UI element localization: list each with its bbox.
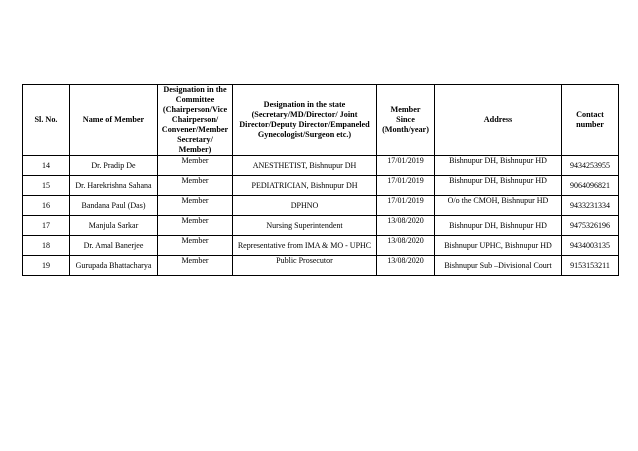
cell-sl-no: 15 <box>23 176 70 196</box>
cell-sl-no: 18 <box>23 236 70 256</box>
header-contact <box>562 85 619 156</box>
header-line: Committee <box>175 95 215 104</box>
cell-address: Bishnupur Sub –Divisional Court <box>435 256 562 276</box>
header-line: Chairperson/ <box>171 115 219 124</box>
cell-committee-designation: Member <box>158 256 233 276</box>
cell-committee-designation: Member <box>158 196 233 216</box>
cell-committee-designation: Member <box>158 236 233 256</box>
cell-sl-no: 17 <box>23 216 70 236</box>
header-line: (Secretary/MD/Director/ Joint <box>251 110 358 119</box>
header-line: Secretary/ <box>177 135 213 144</box>
table-row <box>23 176 619 196</box>
header-line: Convener/Member <box>161 125 229 134</box>
cell-contact: 9153153211 <box>562 256 619 276</box>
header-row <box>23 85 619 156</box>
cell-sl-no: 16 <box>23 196 70 216</box>
cell-name: Gurupada Bhattacharya <box>70 256 158 276</box>
header-line: Since <box>396 115 415 124</box>
header-line: Designation in the state <box>263 100 346 109</box>
header-line: Director/Deputy Director/Empaneled <box>239 120 370 129</box>
cell-committee-designation: Member <box>158 216 233 236</box>
cell-sl-no: 14 <box>23 156 70 176</box>
cell-contact: 9475326196 <box>562 216 619 236</box>
cell-member-since: 17/01/2019 <box>377 176 435 196</box>
table-row <box>23 236 619 256</box>
cell-state-designation: PEDIATRICIAN, Bishnupur DH <box>233 176 377 196</box>
header-line: (Chairperson/Vice <box>162 105 228 114</box>
cell-member-since: 13/08/2020 <box>377 236 435 256</box>
header-line: Member <box>390 105 421 114</box>
header-designation-committee <box>158 85 233 156</box>
cell-sl-no: 19 <box>23 256 70 276</box>
cell-contact: 9434253955 <box>562 156 619 176</box>
cell-member-since: 17/01/2019 <box>377 196 435 216</box>
header-line: Designation in the <box>163 85 227 94</box>
header-line: Contact <box>576 110 604 119</box>
members-table <box>22 84 619 276</box>
header-address: Address <box>435 85 562 156</box>
header-line: number <box>576 120 604 129</box>
cell-name: Dr. Amal Banerjee <box>70 236 158 256</box>
cell-name: Dr. Harekrishna Sahana <box>70 176 158 196</box>
header-sl-no: Sl. No. <box>23 85 70 156</box>
cell-state-designation: ANESTHETIST, Bishnupur DH <box>233 156 377 176</box>
cell-contact: 9064096821 <box>562 176 619 196</box>
cell-name: Bandana Paul (Das) <box>70 196 158 216</box>
cell-address: Bishnupur DH, Bishnupur HD <box>435 216 562 236</box>
table-row <box>23 156 619 176</box>
cell-address: Bishnupur DH, Bishnupur HD <box>435 156 562 176</box>
cell-member-since: 13/08/2020 <box>377 216 435 236</box>
table-row <box>23 256 619 276</box>
header-designation-state <box>233 85 377 156</box>
cell-committee-designation: Member <box>158 156 233 176</box>
cell-address: O/o the CMOH, Bishnupur HD <box>435 196 562 216</box>
table-row <box>23 196 619 216</box>
cell-address: Bishnupur UPHC, Bishnupur HD <box>435 236 562 256</box>
header-line: Member) <box>178 145 212 154</box>
table-row <box>23 216 619 236</box>
header-line: (Month/year) <box>382 125 429 134</box>
header-line: Gynecologist/Surgeon etc.) <box>257 130 352 139</box>
cell-committee-designation: Member <box>158 176 233 196</box>
header-member-since <box>377 85 435 156</box>
cell-member-since: 13/08/2020 <box>377 256 435 276</box>
cell-state-designation: Representative from IMA & MO - UPHC <box>233 236 377 256</box>
cell-contact: 9433231334 <box>562 196 619 216</box>
cell-member-since: 17/01/2019 <box>377 156 435 176</box>
cell-name: Dr. Pradip De <box>70 156 158 176</box>
cell-state-designation: Nursing Superintendent <box>233 216 377 236</box>
cell-address: Bishnupur DH, Bishnupur HD <box>435 176 562 196</box>
cell-contact: 9434003135 <box>562 236 619 256</box>
cell-state-designation: DPHNO <box>233 196 377 216</box>
header-name: Name of Member <box>70 85 158 156</box>
cell-state-designation: Public Prosecutor <box>233 256 377 276</box>
cell-name: Manjula Sarkar <box>70 216 158 236</box>
